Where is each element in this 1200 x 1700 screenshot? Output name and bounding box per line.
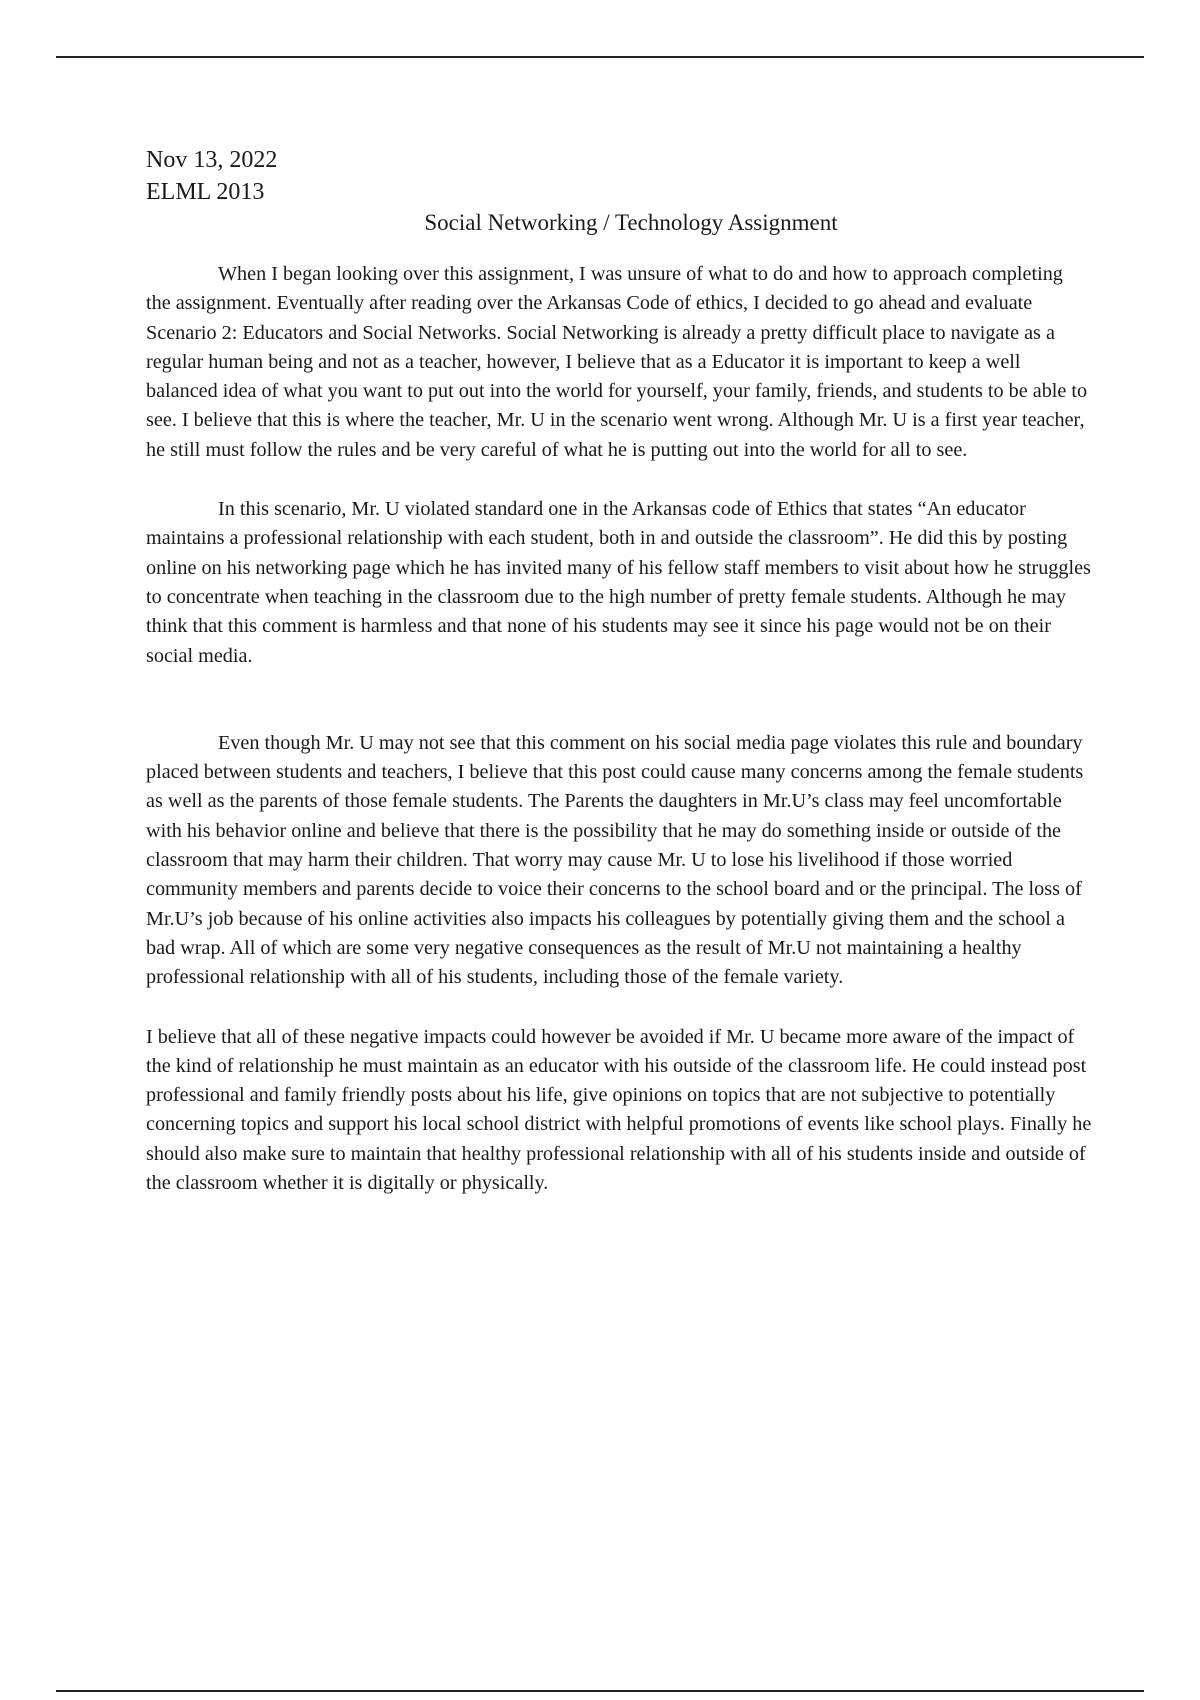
- paragraph-conclusion: I believe that all of these negative impacts could however be avoided if Mr. U became more aware of the impact of the kind of relationship he must maintain as an educator with his outside of the classroom life. He could instead post professional and family friendly posts about his life, give opinions on topics that are not subjective to potentially concerning topics and support his local school district with helpful promotions of events like school plays. Finally he should also make sure to maintain that healthy professional relationship with all of his students inside and outside of the classroom whether it is digitally or physically.: [146, 1025, 1092, 1195]
- document-date: Nov 13, 2022: [146, 147, 278, 173]
- bottom-rule: [56, 1690, 1144, 1692]
- course-code: ELML 2013: [146, 179, 265, 205]
- top-rule: [56, 56, 1144, 58]
- paragraph-intro: When I began looking over this assignment, I was unsure of what to do and how to approach completing the assignment. Eventually after reading over the Arkansas Code of ethics, I decided to go ahead and evaluate Scenario 2: Educators and Social Networks. Social Networking is already a pretty difficult place to navigate as a regular human being and not as a teacher, however, I believe that as a Educator it is important to keep a well balanced idea of what you want to put out into the world for yourself, your family, friends, and students to be able to see. I believe that this is where the teacher, Mr. U in the scenario went wrong. Although Mr. U is a first year teacher, he still must follow the rules and be very careful of what he is putting out into the world for all to see.: [146, 263, 1088, 461]
- document-page: [146, 144, 1092, 1198]
- paragraph-violation: In this scenario, Mr. U violated standard one in the Arkansas code of Ethics that states “An educator maintains a professional relationship with each student, both in and outside the classroom”. He did this by posting online on his networking page which he has invited many of his fellow staff members to visit about how he struggles to concentrate when teaching in the classroom due to the high number of pretty female students. Although he may think that this comment is harmless and that none of his students may see it since his page would not be on their social media.: [146, 498, 1091, 667]
- paragraph-consequences: Even though Mr. U may not see that this comment on his social media page violates this rule and boundary placed between students and teachers, I believe that this post could cause many concerns among the female students as well as the parents of those female students. The Parents the daughters in Mr.U’s class may feel uncomfortable with his behavior online and believe that there is the possibility that he may do something inside or outside of the classroom that may harm their children. That worry may cause Mr. U to lose his livelihood if those worried community members and parents decide to voice their concerns to the school board and or the principal. The loss of Mr.U’s job because of his online activities also impacts his colleagues by potentially giving them and the school a bad wrap. All of which are some very negative consequences as the result of Mr.U not maintaining a healthy professional relationship with all of his students, including those of the female variety.: [146, 731, 1084, 989]
- document-title: Social Networking / Technology Assignment: [424, 210, 838, 235]
